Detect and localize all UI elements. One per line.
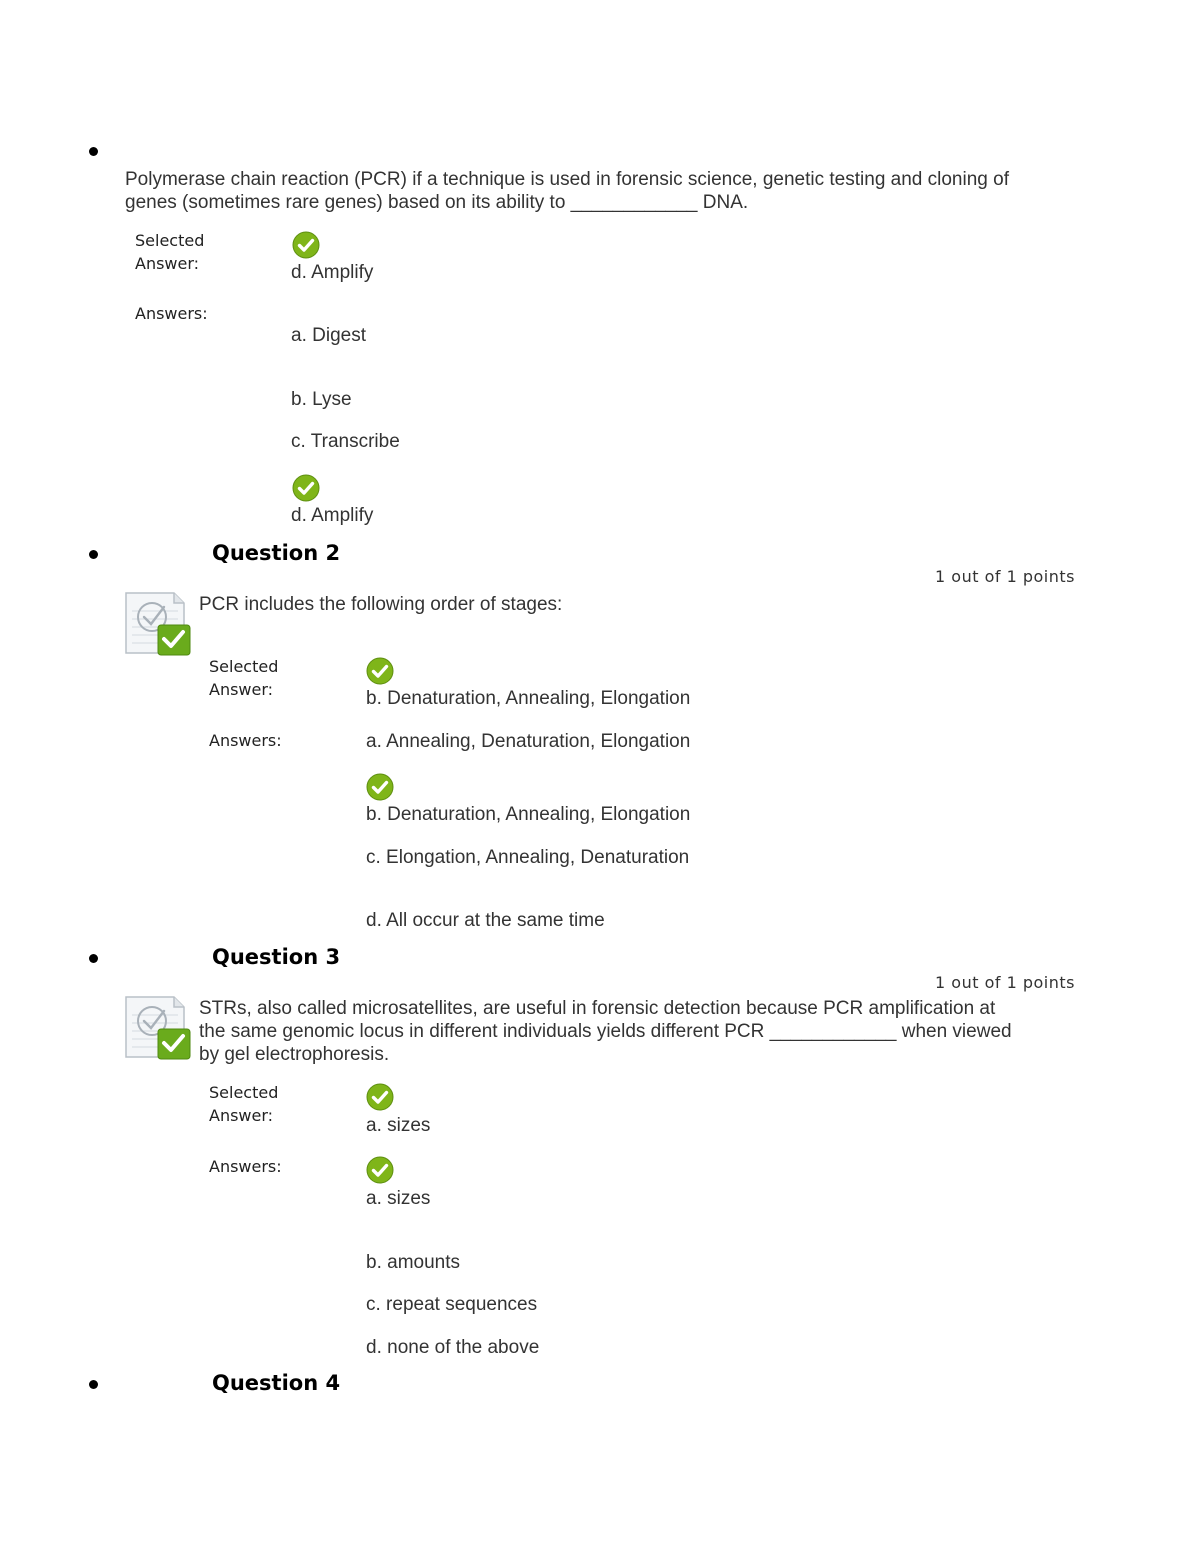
question-text: STRs, also called microsatellites, are useful in forensic detection because PCR amplification at the same genomic locus in different individuals yields different PCR ____________ when viewed by gel electrophoresis. xyxy=(199,998,1012,1065)
question-text: Polymerase chain reaction (PCR) if a technique is used in forensic science, genetic testing and cloning of genes (sometimes rare genes) based on its ability to ____________ DNA. xyxy=(125,169,1009,213)
answer-option: a. Annealing, Denaturation, Elongation xyxy=(366,731,691,752)
answer-option: c. repeat sequences xyxy=(366,1294,538,1315)
answer-option-correct: b. Denaturation, Annealing, Elongation xyxy=(366,804,691,825)
list-bullet xyxy=(89,147,98,156)
list-bullet xyxy=(89,954,98,963)
answers-label: Answers: xyxy=(209,731,282,750)
question-header: Question 3 xyxy=(212,945,341,969)
selected-answer-label: Selected Answer: xyxy=(209,657,279,699)
correct-check-icon xyxy=(366,657,394,685)
answer-option: b. Lyse xyxy=(291,389,352,410)
selected-answer-label: Selected Answer: xyxy=(209,1083,279,1125)
correct-check-icon xyxy=(292,231,320,259)
answer-option-correct: a. sizes xyxy=(366,1188,431,1209)
question-points: 1 out of 1 points xyxy=(935,567,1075,586)
answer-option: c. Elongation, Annealing, Denaturation xyxy=(366,847,690,868)
correct-check-icon xyxy=(366,773,394,801)
answer-option: b. amounts xyxy=(366,1252,460,1273)
list-bullet xyxy=(89,1380,98,1389)
answer-option: a. Digest xyxy=(291,325,366,346)
selected-answer-value: d. Amplify xyxy=(291,262,374,283)
answer-option-correct: d. Amplify xyxy=(291,505,374,526)
selected-answer-value: b. Denaturation, Annealing, Elongation xyxy=(366,688,691,709)
selected-answer-value: a. sizes xyxy=(366,1115,431,1136)
answers-label: Answers: xyxy=(209,1157,282,1176)
answers-label: Answers: xyxy=(135,304,208,323)
correct-question-icon xyxy=(124,591,192,659)
question-text: PCR includes the following order of stages: xyxy=(199,594,563,615)
answer-option: c. Transcribe xyxy=(291,431,400,452)
correct-check-icon xyxy=(292,474,320,502)
correct-check-icon xyxy=(366,1083,394,1111)
question-header: Question 4 xyxy=(212,1371,341,1395)
answer-option: d. none of the above xyxy=(366,1337,540,1358)
correct-question-icon xyxy=(124,995,192,1063)
question-header: Question 2 xyxy=(212,541,341,565)
question-points: 1 out of 1 points xyxy=(935,973,1075,992)
correct-check-icon xyxy=(366,1156,394,1184)
list-bullet xyxy=(89,550,98,559)
answer-option: d. All occur at the same time xyxy=(366,910,605,931)
selected-answer-label: Selected Answer: xyxy=(135,231,205,273)
